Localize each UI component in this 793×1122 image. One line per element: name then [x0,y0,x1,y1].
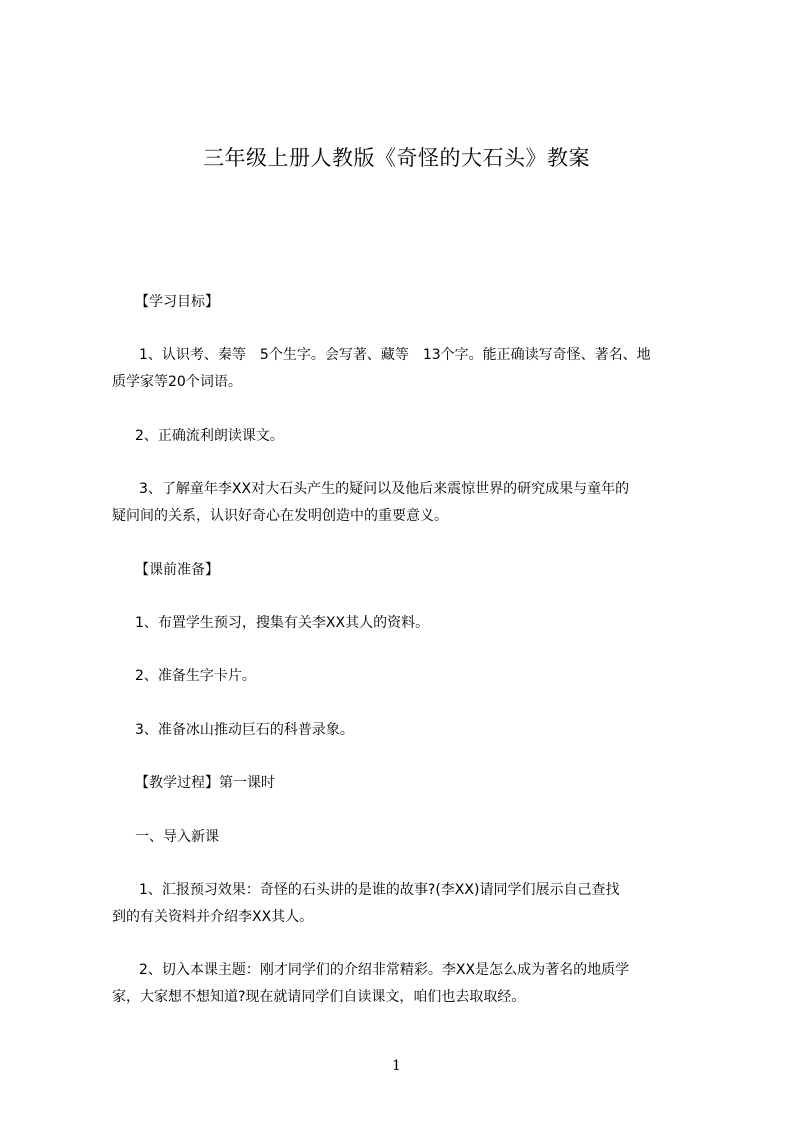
paragraph-line: 到的有关资料并介绍李XX其人。 [112,909,314,925]
paragraph-line: 3、准备冰山推动巨石的科普录象。 [135,722,354,738]
document-title: 三年级上册人教版《奇怪的大石头》教案 [203,146,590,170]
paragraph-line: 家，大家想不想知道?现在就请同学们自读课文，咱们也去取取经。 [112,989,526,1005]
section-heading: 一、导入新课 [135,829,219,845]
paragraph-line: 1、汇报预习效果：奇怪的石头讲的是谁的故事?(李XX)请同学们展示自己查找 [139,882,620,898]
heading-preparation: 【课前准备】 [135,562,219,578]
paragraph-line: 1、认识考、秦等 5个生字。会写著、藏等 13个字。能正确读写奇怪、著名、地 [139,347,651,363]
paragraph-line: 1、布置学生预习，搜集有关李XX其人的资料。 [135,615,430,631]
paragraph-line: 质学家等20个词语。 [112,374,242,390]
paragraph-line: 2、准备生字卡片。 [135,668,256,684]
paragraph-line: 疑问间的关系，认识好奇心在发明创造中的重要意义。 [112,508,448,524]
heading-teaching-process: 【教学过程】第一课时 [135,775,275,791]
paragraph-line: 3、了解童年李XX对大石头产生的疑问以及他后来震惊世界的研究成果与童年的 [139,481,630,497]
paragraph-line: 2、切入本课主题：刚才同学们的介绍非常精彩。李XX是怎么成为著名的地质学 [139,962,630,978]
paragraph-line: 2、正确流利朗读课文。 [135,428,284,444]
page-number: 1 [392,1058,401,1074]
heading-learning-goals: 【学习目标】 [135,294,219,310]
